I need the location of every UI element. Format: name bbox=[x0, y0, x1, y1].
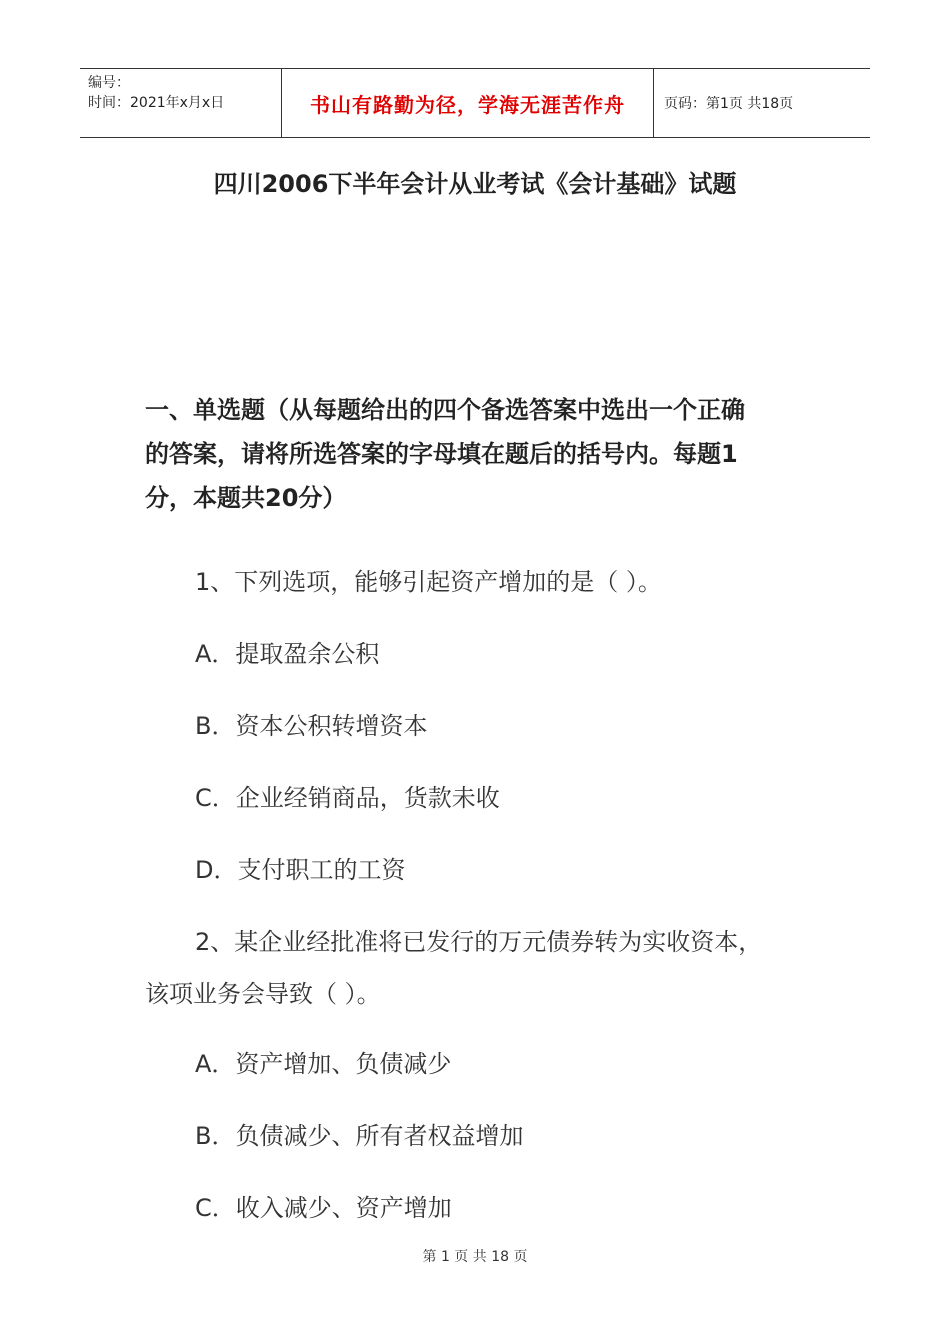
question-1-option-c: C．企业经销商品，货款未收 bbox=[195, 784, 500, 812]
section-line-3: 分，本题共20分） bbox=[145, 484, 347, 512]
time-label: 时间：2021年x月x日 bbox=[88, 95, 225, 111]
question-1-stem: 1、下列选项，能够引起资产增加的是（ ）。 bbox=[195, 568, 662, 596]
motto-text: 书山有路勤为径，学海无涯苦作舟 bbox=[310, 92, 625, 117]
header-page-info bbox=[654, 69, 870, 137]
question-1-option-d: D．支付职工的工资 bbox=[195, 856, 406, 884]
page-header bbox=[80, 68, 870, 138]
section-line-1: 一、单选题（从每题给出的四个备选答案中选出一个正确 bbox=[145, 396, 745, 424]
question-2-stem-line-1: 2、某企业经批准将已发行的万元债券转为实收资本， bbox=[195, 928, 763, 956]
question-2-option-c: C．收入减少、资产增加 bbox=[195, 1194, 452, 1222]
section-heading bbox=[145, 388, 815, 520]
header-meta bbox=[80, 69, 282, 137]
question-2-option-a: A．资产增加、负债减少 bbox=[195, 1050, 452, 1078]
page-info-text: 页码：第1页 共18页 bbox=[664, 96, 794, 112]
document-title: 四川2006下半年会计从业考试《会计基础》试题 bbox=[213, 170, 737, 198]
question-1-option-a: A．提取盈余公积 bbox=[195, 640, 380, 668]
question-1-option-b: B．资本公积转增资本 bbox=[195, 712, 428, 740]
question-2-option-b: B．负债减少、所有者权益增加 bbox=[195, 1122, 524, 1150]
header-motto bbox=[282, 69, 654, 137]
page-footer: 第 1 页 共 18 页 bbox=[422, 1249, 528, 1265]
question-2-stem-line-2: 该项业务会导致（ ）。 bbox=[145, 980, 381, 1008]
section-line-2: 的答案，请将所选答案的字母填在题后的括号内。每题1 bbox=[145, 440, 738, 468]
number-label: 编号： bbox=[88, 75, 130, 91]
